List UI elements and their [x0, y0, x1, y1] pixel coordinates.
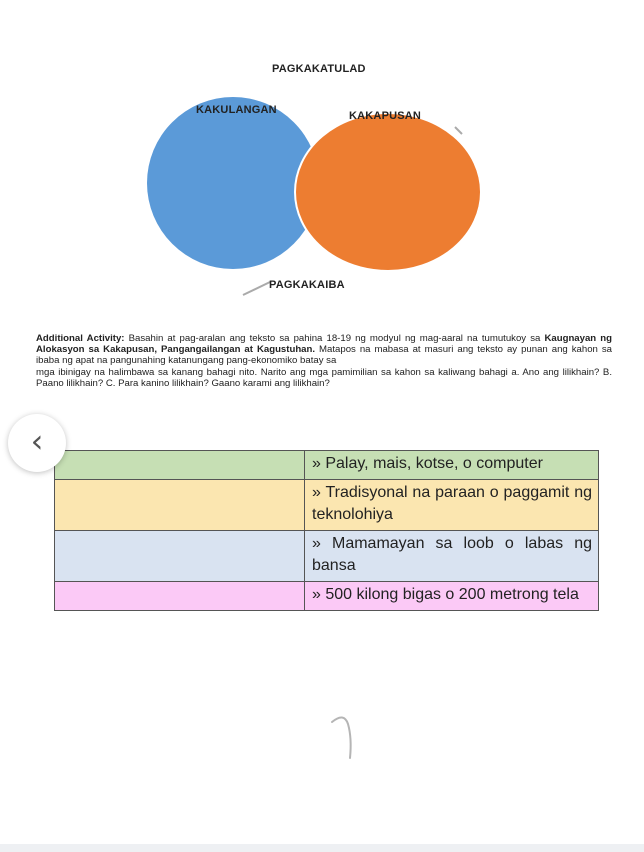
activity-paragraph-2: mga ibinigay na halimbawa sa kanang bahagi nito. Narito ang mga pamimilian sa kahon sa kaliwang bahagi a. Ano ang lilikhain? B. Paano lilikhain? C. Para kanino lilikhain? Gaano karami ang lilikhain?	[36, 366, 612, 389]
example-cell: » Palay, mais, kotse, o computer	[305, 451, 599, 480]
activity-text-1: Basahin at pag-aralan ang teksto sa pahina 18-19 ng modyul ng mag-aaral na tumutukoy sa	[124, 333, 545, 344]
back-button[interactable]	[8, 414, 66, 472]
activity-text-2: Matapos na mabasa at masuri ang teksto ay punan ang kahon sa ibaba ng apat na pangunahing katanungang pang-ekonomiko batay sa	[36, 344, 612, 367]
venn-diagram	[0, 0, 644, 310]
activity-heading: Additional Activity:	[36, 333, 125, 344]
venn-left-label: KAKULANGAN	[196, 104, 277, 116]
venn-bottom-label: PAGKAKAIBA	[269, 279, 345, 291]
bottom-bar	[0, 844, 644, 852]
example-cell: » Tradisyonal na paraan o paggamit ng teknolohiya	[305, 480, 599, 531]
venn-circle-left	[147, 97, 319, 269]
venn-pointer-bottom	[243, 282, 270, 295]
pen-stroke-mark	[330, 712, 360, 762]
answer-cell[interactable]	[55, 480, 305, 531]
activity-paragraph	[36, 333, 612, 367]
table-row	[55, 531, 599, 582]
activity-bold-title: Kaugnayan ng Alokasyon sa Kakapusan, Pangangailangan at Kagustuhan.	[36, 333, 612, 356]
table-row	[55, 582, 599, 611]
answer-table	[54, 450, 599, 611]
venn-right-label: KAKAPUSAN	[349, 110, 422, 122]
venn-pointer-right	[455, 127, 462, 134]
answer-cell[interactable]	[55, 531, 305, 582]
answer-cell[interactable]	[55, 582, 305, 611]
table-row	[55, 451, 599, 480]
chevron-left-icon: ‹	[30, 422, 44, 460]
venn-circle-right	[295, 113, 481, 271]
example-cell: » Mamamayan sa loob o labas ng bansa	[305, 531, 599, 582]
example-cell: » 500 kilong bigas o 200 metrong tela	[305, 582, 599, 611]
table-row	[55, 480, 599, 531]
activity-instructions	[36, 333, 612, 389]
venn-top-label: PAGKAKATULAD	[272, 63, 366, 75]
answer-cell[interactable]	[55, 451, 305, 480]
